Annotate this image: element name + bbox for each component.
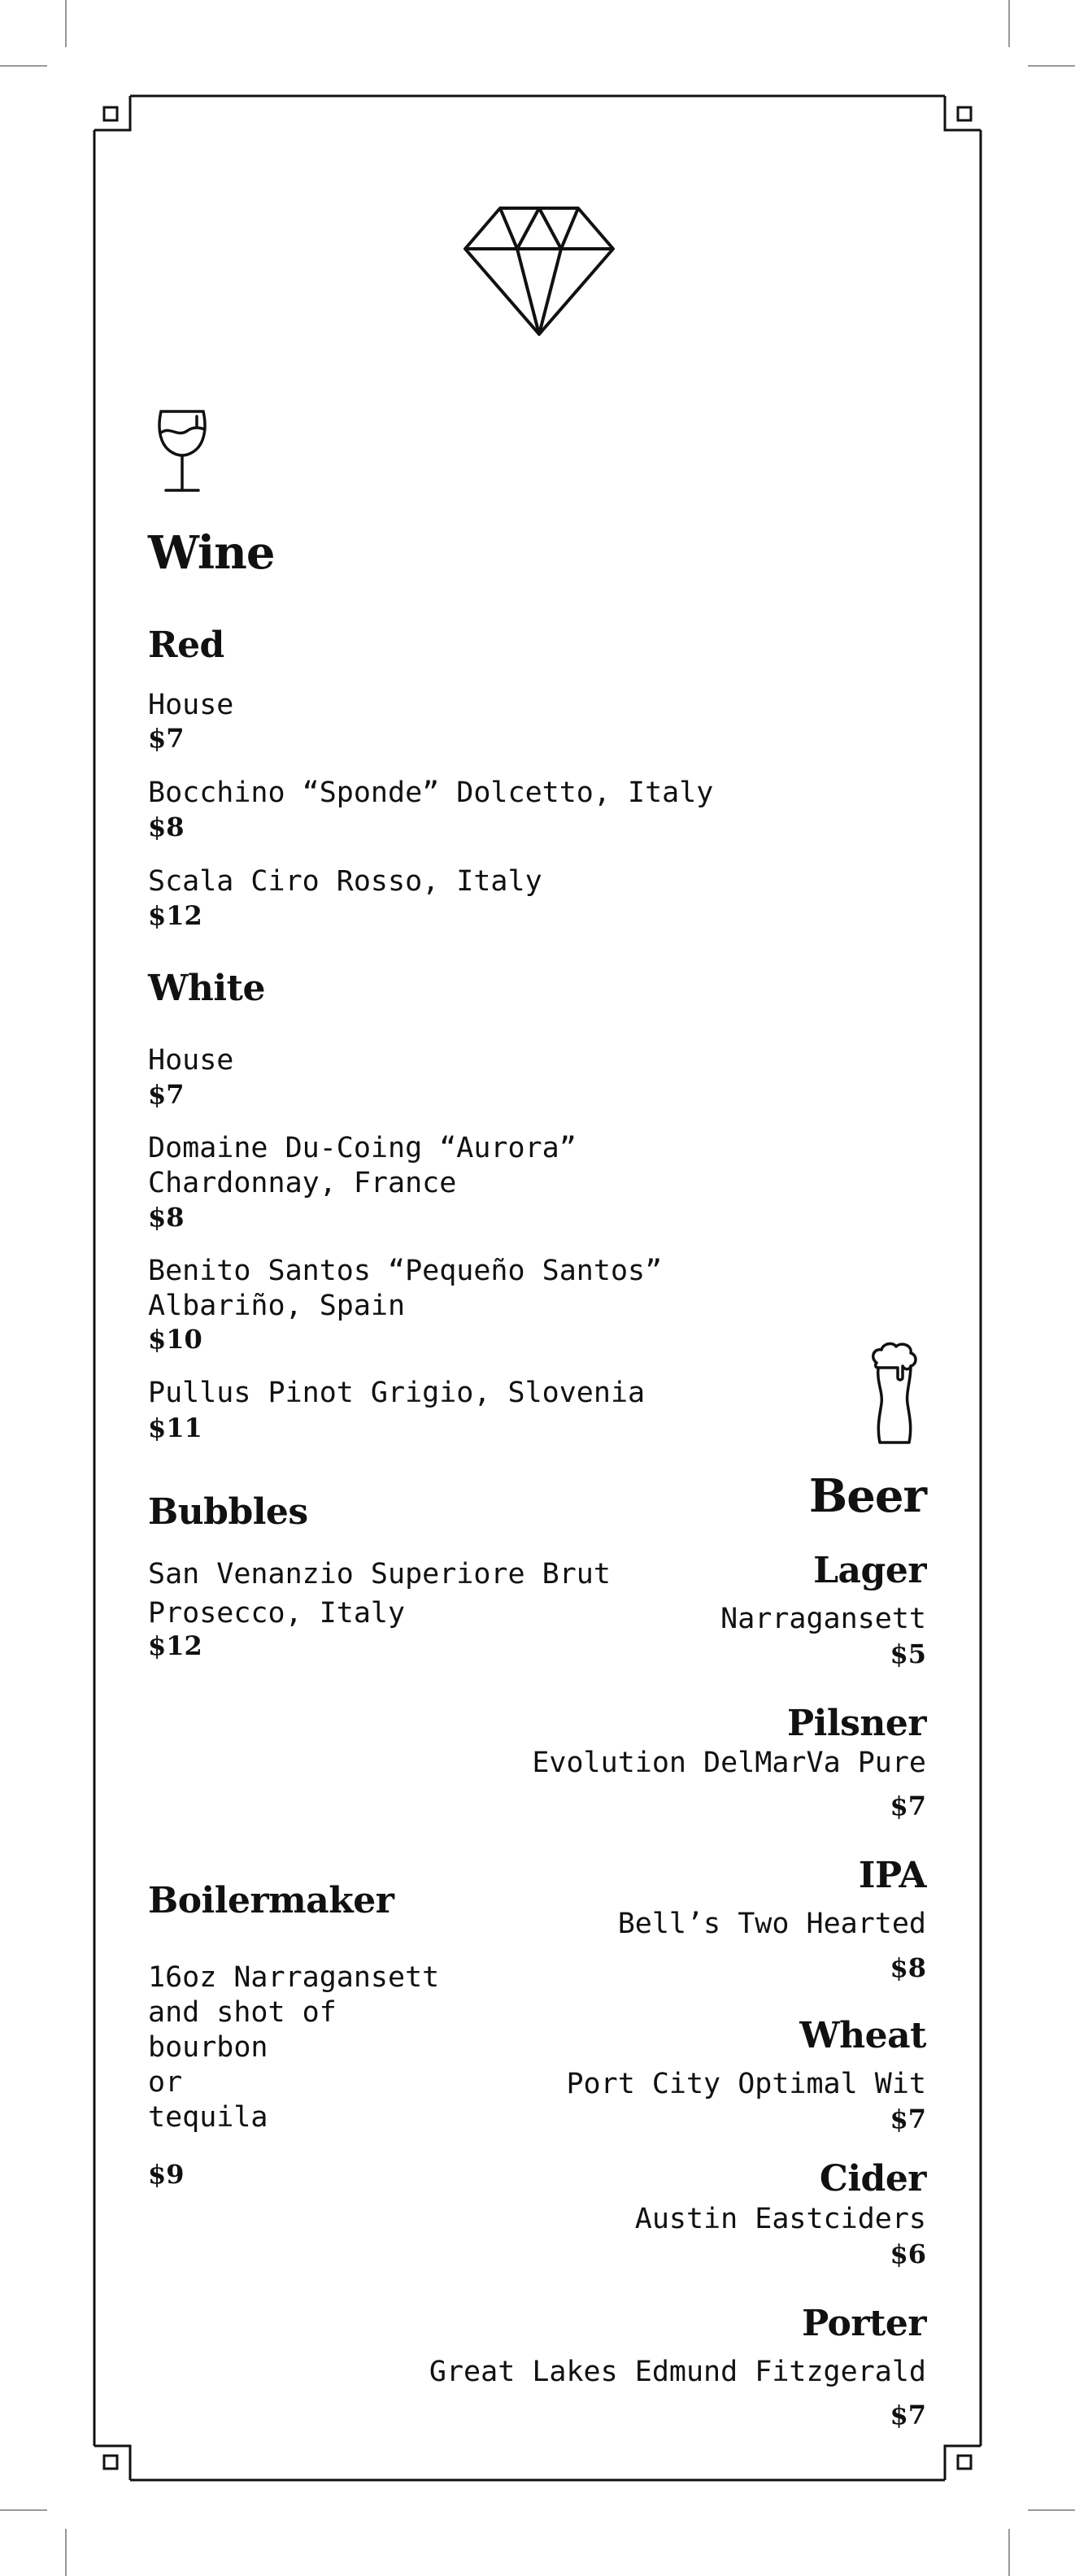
boilermaker-price: $9 (148, 2159, 185, 2190)
red-heading: Red (148, 624, 224, 666)
boilermaker-description: 16oz Narragansett and shot of bourbon or tequila (148, 1961, 440, 2134)
menu-item-price: $10 (148, 1324, 202, 1355)
menu-item-name: Benito Santos “Pequeño Santos” Albariño, Spain (148, 1255, 663, 1322)
white-heading: White (148, 968, 265, 1009)
wine-glass-icon (155, 408, 211, 494)
diamond-icon (464, 205, 615, 337)
beer-section-heading: Lager (813, 1550, 926, 1591)
menu-item-name: Port City Optimal Wit (566, 2068, 926, 2100)
menu-item-name: Bell’s Two Hearted (617, 1908, 926, 1940)
menu-item-price: $7 (890, 2104, 926, 2134)
menu-item-name: Evolution DelMarVa Pure (532, 1747, 926, 1779)
menu-item-name: Great Lakes Edmund Fitzgerald (429, 2356, 926, 2388)
menu-item-name: Austin Eastciders (634, 2203, 926, 2235)
beer-section-heading: Porter (802, 2303, 926, 2344)
menu-item-name: Pullus Pinot Grigio, Slovenia (148, 1377, 646, 1409)
menu-item-price: $7 (890, 2400, 926, 2430)
bubbles-heading: Bubbles (148, 1491, 308, 1533)
wine-title: Wine (148, 526, 275, 580)
beer-section-heading: Wheat (799, 2015, 926, 2056)
menu-item-price: $7 (148, 723, 185, 754)
boilermaker-heading: Boilermaker (148, 1880, 394, 1921)
menu-item-price: $6 (890, 2239, 926, 2269)
menu-item-price: $8 (890, 1952, 926, 1983)
menu-item-name: House (148, 689, 234, 721)
menu-item-name: House (148, 1044, 234, 1077)
menu-item-price: $7 (890, 1791, 926, 1821)
menu-item-price: $5 (890, 1638, 926, 1669)
menu-item-price: $12 (148, 1630, 202, 1661)
beer-section-heading: Pilsner (787, 1703, 926, 1744)
menu-item-price: $11 (148, 1412, 202, 1443)
menu-item-name: Narragansett (720, 1603, 926, 1635)
menu-item-price: $12 (148, 900, 202, 931)
beer-title: Beer (808, 1469, 926, 1523)
beer-glass-icon (868, 1342, 920, 1446)
menu-item-name: San Venanzio Superiore Brut Prosecco, Italy (148, 1558, 611, 1630)
menu-item-name: Domaine Du-Coing “Aurora” Chardonnay, France (148, 1132, 577, 1199)
menu-item-price: $8 (148, 812, 185, 842)
beer-section-heading: Cider (819, 2158, 926, 2200)
menu-item-price: $7 (148, 1079, 185, 1110)
menu-item-name: Scala Ciro Rosso, Italy (148, 865, 542, 898)
menu-item-name: Bocchino “Sponde” Dolcetto, Italy (148, 777, 714, 809)
beer-section-heading: IPA (858, 1855, 926, 1896)
menu-item-price: $8 (148, 1202, 185, 1233)
